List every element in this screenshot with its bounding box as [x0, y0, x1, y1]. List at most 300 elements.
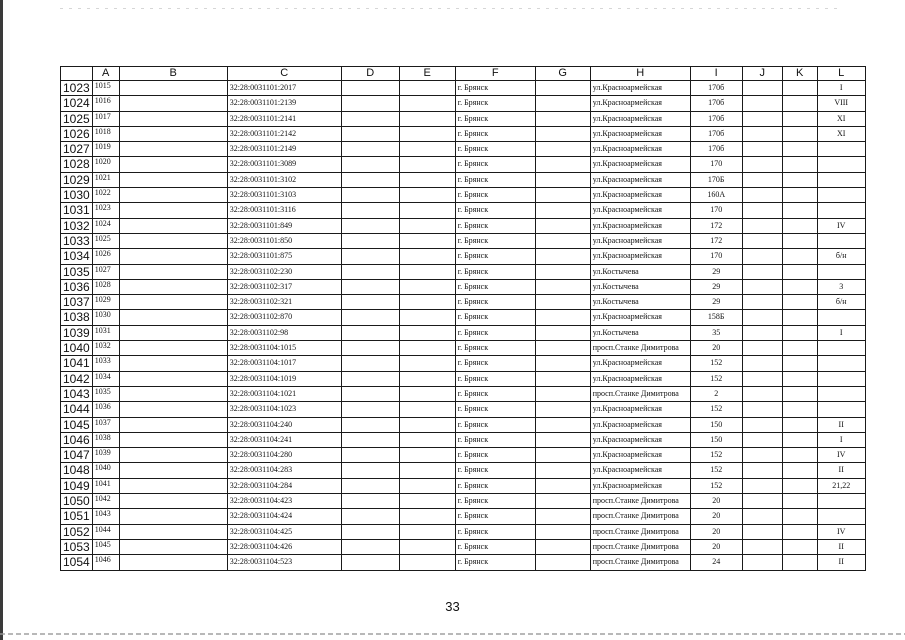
cell-g[interactable] [535, 432, 590, 447]
cell-k[interactable] [782, 295, 817, 310]
cell-l[interactable] [817, 509, 865, 524]
cell-j[interactable] [742, 341, 782, 356]
cell-j[interactable] [742, 279, 782, 294]
cell-h[interactable]: ул.Красноармейская [590, 126, 690, 141]
cell-d[interactable] [341, 432, 399, 447]
cell-k[interactable] [782, 188, 817, 203]
cell-g[interactable] [535, 218, 590, 233]
row-number-cell[interactable]: 1048 [61, 463, 93, 478]
cell-b[interactable] [119, 203, 227, 218]
cell-a[interactable]: 1035 [92, 386, 119, 401]
column-header-h[interactable]: H [590, 67, 690, 81]
row-number-cell[interactable]: 1052 [61, 524, 93, 539]
cell-e[interactable] [399, 142, 455, 157]
cell-c[interactable]: 32:28:0031101:3102 [227, 172, 341, 187]
cell-f[interactable]: г. Брянск [455, 417, 535, 432]
cell-j[interactable] [742, 203, 782, 218]
row-number-cell[interactable]: 1039 [61, 325, 93, 340]
cell-b[interactable] [119, 356, 227, 371]
cell-b[interactable] [119, 448, 227, 463]
row-number-cell[interactable]: 1027 [61, 142, 93, 157]
cell-a[interactable]: 1039 [92, 448, 119, 463]
cell-e[interactable] [399, 264, 455, 279]
cell-h[interactable]: ул.Красноармейская [590, 233, 690, 248]
cell-d[interactable] [341, 172, 399, 187]
cell-g[interactable] [535, 478, 590, 493]
cell-k[interactable] [782, 539, 817, 554]
cell-l[interactable] [817, 157, 865, 172]
cell-g[interactable] [535, 188, 590, 203]
cell-a[interactable]: 1041 [92, 478, 119, 493]
cell-f[interactable]: г. Брянск [455, 81, 535, 96]
cell-l[interactable]: б/н [817, 295, 865, 310]
row-number-cell[interactable]: 1050 [61, 494, 93, 509]
cell-g[interactable] [535, 539, 590, 554]
cell-b[interactable] [119, 524, 227, 539]
cell-e[interactable] [399, 371, 455, 386]
cell-e[interactable] [399, 233, 455, 248]
cell-f[interactable]: г. Брянск [455, 188, 535, 203]
cell-d[interactable] [341, 188, 399, 203]
cell-k[interactable] [782, 402, 817, 417]
cell-d[interactable] [341, 126, 399, 141]
row-number-cell[interactable]: 1023 [61, 81, 93, 96]
cell-h[interactable]: ул.Красноармейская [590, 448, 690, 463]
cell-a[interactable]: 1033 [92, 356, 119, 371]
cell-k[interactable] [782, 524, 817, 539]
cell-l[interactable]: II [817, 463, 865, 478]
cell-f[interactable]: г. Брянск [455, 386, 535, 401]
column-header-f[interactable]: F [455, 67, 535, 81]
cell-b[interactable] [119, 539, 227, 554]
cell-g[interactable] [535, 96, 590, 111]
cell-c[interactable]: 32:28:0031104:280 [227, 448, 341, 463]
cell-k[interactable] [782, 233, 817, 248]
cell-j[interactable] [742, 96, 782, 111]
cell-i[interactable]: 2 [690, 386, 742, 401]
cell-f[interactable]: г. Брянск [455, 402, 535, 417]
cell-j[interactable] [742, 157, 782, 172]
column-header-b[interactable]: B [119, 67, 227, 81]
cell-g[interactable] [535, 233, 590, 248]
cell-d[interactable] [341, 310, 399, 325]
cell-d[interactable] [341, 509, 399, 524]
cell-h[interactable]: ул.Красноармейская [590, 157, 690, 172]
cell-i[interactable]: 20 [690, 509, 742, 524]
cell-a[interactable]: 1038 [92, 432, 119, 447]
cell-f[interactable]: г. Брянск [455, 463, 535, 478]
cell-l[interactable] [817, 188, 865, 203]
cell-h[interactable]: ул.Красноармейская [590, 142, 690, 157]
cell-f[interactable]: г. Брянск [455, 371, 535, 386]
row-number-cell[interactable]: 1053 [61, 539, 93, 554]
cell-l[interactable]: II [817, 417, 865, 432]
row-number-cell[interactable]: 1037 [61, 295, 93, 310]
cell-a[interactable]: 1045 [92, 539, 119, 554]
cell-e[interactable] [399, 188, 455, 203]
cell-j[interactable] [742, 81, 782, 96]
cell-c[interactable]: 32:28:0031104:1021 [227, 386, 341, 401]
cell-i[interactable]: 170 [690, 157, 742, 172]
row-number-cell[interactable]: 1024 [61, 96, 93, 111]
row-number-cell[interactable]: 1044 [61, 402, 93, 417]
cell-g[interactable] [535, 524, 590, 539]
cell-g[interactable] [535, 463, 590, 478]
cell-f[interactable]: г. Брянск [455, 218, 535, 233]
cell-i[interactable]: 170б [690, 142, 742, 157]
cell-g[interactable] [535, 494, 590, 509]
cell-b[interactable] [119, 386, 227, 401]
cell-e[interactable] [399, 310, 455, 325]
cell-b[interactable] [119, 509, 227, 524]
cell-c[interactable]: 32:28:0031104:1019 [227, 371, 341, 386]
cell-h[interactable]: просп.Станке Димитрова [590, 386, 690, 401]
cell-a[interactable]: 1026 [92, 249, 119, 264]
cell-k[interactable] [782, 356, 817, 371]
cell-e[interactable] [399, 448, 455, 463]
cell-l[interactable] [817, 371, 865, 386]
cell-a[interactable]: 1024 [92, 218, 119, 233]
cell-k[interactable] [782, 432, 817, 447]
cell-k[interactable] [782, 203, 817, 218]
cell-d[interactable] [341, 386, 399, 401]
cell-j[interactable] [742, 478, 782, 493]
cell-a[interactable]: 1020 [92, 157, 119, 172]
cell-a[interactable]: 1044 [92, 524, 119, 539]
cell-f[interactable]: г. Брянск [455, 555, 535, 570]
cell-h[interactable]: ул.Красноармейская [590, 96, 690, 111]
cell-g[interactable] [535, 172, 590, 187]
cell-h[interactable]: ул.Красноармейская [590, 172, 690, 187]
cell-e[interactable] [399, 172, 455, 187]
column-header-i[interactable]: I [690, 67, 742, 81]
cell-j[interactable] [742, 555, 782, 570]
cell-j[interactable] [742, 448, 782, 463]
cell-e[interactable] [399, 157, 455, 172]
cell-e[interactable] [399, 96, 455, 111]
cell-e[interactable] [399, 203, 455, 218]
cell-l[interactable]: IV [817, 448, 865, 463]
row-number-cell[interactable]: 1030 [61, 188, 93, 203]
cell-g[interactable] [535, 371, 590, 386]
cell-g[interactable] [535, 555, 590, 570]
cell-k[interactable] [782, 142, 817, 157]
cell-g[interactable] [535, 126, 590, 141]
cell-k[interactable] [782, 81, 817, 96]
cell-i[interactable]: 152 [690, 463, 742, 478]
cell-a[interactable]: 1032 [92, 341, 119, 356]
cell-k[interactable] [782, 463, 817, 478]
cell-i[interactable]: 170Б [690, 172, 742, 187]
cell-e[interactable] [399, 463, 455, 478]
cell-d[interactable] [341, 494, 399, 509]
cell-j[interactable] [742, 188, 782, 203]
cell-k[interactable] [782, 555, 817, 570]
cell-c[interactable]: 32:28:0031101:2139 [227, 96, 341, 111]
cell-d[interactable] [341, 249, 399, 264]
cell-g[interactable] [535, 402, 590, 417]
cell-j[interactable] [742, 356, 782, 371]
cell-l[interactable] [817, 172, 865, 187]
cell-b[interactable] [119, 494, 227, 509]
cell-b[interactable] [119, 126, 227, 141]
cell-i[interactable]: 150 [690, 417, 742, 432]
cell-l[interactable] [817, 386, 865, 401]
cell-i[interactable]: 152 [690, 478, 742, 493]
cell-d[interactable] [341, 96, 399, 111]
row-number-cell[interactable]: 1034 [61, 249, 93, 264]
cell-j[interactable] [742, 126, 782, 141]
cell-e[interactable] [399, 478, 455, 493]
cell-j[interactable] [742, 539, 782, 554]
cell-k[interactable] [782, 310, 817, 325]
cell-c[interactable]: 32:28:0031101:2141 [227, 111, 341, 126]
cell-h[interactable]: ул.Красноармейская [590, 310, 690, 325]
cell-c[interactable]: 32:28:0031102:870 [227, 310, 341, 325]
cell-d[interactable] [341, 218, 399, 233]
cell-b[interactable] [119, 295, 227, 310]
cell-i[interactable]: 170 [690, 249, 742, 264]
cell-i[interactable]: 24 [690, 555, 742, 570]
cell-a[interactable]: 1027 [92, 264, 119, 279]
row-number-cell[interactable]: 1045 [61, 417, 93, 432]
cell-i[interactable]: 170б [690, 111, 742, 126]
cell-e[interactable] [399, 555, 455, 570]
cell-c[interactable]: 32:28:0031104:241 [227, 432, 341, 447]
cell-b[interactable] [119, 157, 227, 172]
cell-f[interactable]: г. Брянск [455, 249, 535, 264]
cell-a[interactable]: 1016 [92, 96, 119, 111]
cell-g[interactable] [535, 264, 590, 279]
cell-j[interactable] [742, 494, 782, 509]
row-number-cell[interactable]: 1038 [61, 310, 93, 325]
cell-h[interactable]: просп.Станке Димитрова [590, 524, 690, 539]
cell-e[interactable] [399, 386, 455, 401]
cell-e[interactable] [399, 126, 455, 141]
cell-i[interactable]: 172 [690, 218, 742, 233]
cell-f[interactable]: г. Брянск [455, 264, 535, 279]
row-number-cell[interactable]: 1047 [61, 448, 93, 463]
cell-e[interactable] [399, 249, 455, 264]
cell-l[interactable]: II [817, 539, 865, 554]
cell-a[interactable]: 1043 [92, 509, 119, 524]
cell-d[interactable] [341, 111, 399, 126]
cell-f[interactable]: г. Брянск [455, 142, 535, 157]
cell-b[interactable] [119, 371, 227, 386]
cell-f[interactable]: г. Брянск [455, 310, 535, 325]
cell-h[interactable]: ул.Красноармейская [590, 249, 690, 264]
cell-g[interactable] [535, 295, 590, 310]
cell-k[interactable] [782, 509, 817, 524]
cell-a[interactable]: 1029 [92, 295, 119, 310]
cell-c[interactable]: 32:28:0031102:230 [227, 264, 341, 279]
cell-g[interactable] [535, 341, 590, 356]
cell-i[interactable]: 29 [690, 295, 742, 310]
cell-h[interactable]: просп.Станке Димитрова [590, 509, 690, 524]
cell-b[interactable] [119, 264, 227, 279]
cell-i[interactable]: 172 [690, 233, 742, 248]
cell-d[interactable] [341, 341, 399, 356]
cell-c[interactable]: 32:28:0031104:425 [227, 524, 341, 539]
column-header-l[interactable]: L [817, 67, 865, 81]
cell-h[interactable]: просп.Станке Димитрова [590, 555, 690, 570]
cell-h[interactable]: ул.Красноармейская [590, 371, 690, 386]
cell-h[interactable]: ул.Красноармейская [590, 432, 690, 447]
cell-c[interactable]: 32:28:0031101:3089 [227, 157, 341, 172]
cell-i[interactable]: 35 [690, 325, 742, 340]
cell-i[interactable]: 20 [690, 539, 742, 554]
cell-j[interactable] [742, 432, 782, 447]
cell-i[interactable]: 29 [690, 264, 742, 279]
cell-l[interactable]: XI [817, 111, 865, 126]
cell-c[interactable]: 32:28:0031101:2017 [227, 81, 341, 96]
cell-d[interactable] [341, 279, 399, 294]
cell-b[interactable] [119, 249, 227, 264]
cell-l[interactable] [817, 203, 865, 218]
cell-h[interactable]: ул.Красноармейская [590, 402, 690, 417]
cell-c[interactable]: 32:28:0031104:283 [227, 463, 341, 478]
cell-l[interactable] [817, 142, 865, 157]
cell-b[interactable] [119, 142, 227, 157]
cell-e[interactable] [399, 494, 455, 509]
cell-k[interactable] [782, 172, 817, 187]
cell-c[interactable]: 32:28:0031102:321 [227, 295, 341, 310]
cell-j[interactable] [742, 325, 782, 340]
cell-l[interactable]: XI [817, 126, 865, 141]
cell-j[interactable] [742, 172, 782, 187]
cell-i[interactable]: 170б [690, 126, 742, 141]
cell-f[interactable]: г. Брянск [455, 325, 535, 340]
cell-f[interactable]: г. Брянск [455, 341, 535, 356]
cell-a[interactable]: 1042 [92, 494, 119, 509]
cell-e[interactable] [399, 81, 455, 96]
cell-c[interactable]: 32:28:0031104:284 [227, 478, 341, 493]
row-number-cell[interactable]: 1025 [61, 111, 93, 126]
cell-b[interactable] [119, 432, 227, 447]
row-number-cell[interactable]: 1040 [61, 341, 93, 356]
cell-d[interactable] [341, 524, 399, 539]
cell-a[interactable]: 1046 [92, 555, 119, 570]
cell-a[interactable]: 1023 [92, 203, 119, 218]
cell-d[interactable] [341, 463, 399, 478]
cell-b[interactable] [119, 279, 227, 294]
cell-l[interactable] [817, 402, 865, 417]
cell-a[interactable]: 1018 [92, 126, 119, 141]
cell-k[interactable] [782, 494, 817, 509]
cell-a[interactable]: 1017 [92, 111, 119, 126]
cell-k[interactable] [782, 341, 817, 356]
cell-i[interactable]: 170б [690, 81, 742, 96]
cell-j[interactable] [742, 386, 782, 401]
cell-e[interactable] [399, 341, 455, 356]
cell-i[interactable]: 152 [690, 356, 742, 371]
row-number-cell[interactable]: 1026 [61, 126, 93, 141]
cell-b[interactable] [119, 188, 227, 203]
cell-b[interactable] [119, 402, 227, 417]
cell-c[interactable]: 32:28:0031101:850 [227, 233, 341, 248]
cell-b[interactable] [119, 111, 227, 126]
cell-j[interactable] [742, 463, 782, 478]
cell-g[interactable] [535, 142, 590, 157]
cell-g[interactable] [535, 203, 590, 218]
cell-i[interactable]: 20 [690, 341, 742, 356]
cell-d[interactable] [341, 295, 399, 310]
cell-g[interactable] [535, 325, 590, 340]
cell-h[interactable]: ул.Красноармейская [590, 81, 690, 96]
cell-j[interactable] [742, 509, 782, 524]
cell-h[interactable]: ул.Костычева [590, 279, 690, 294]
cell-l[interactable] [817, 494, 865, 509]
row-number-cell[interactable]: 1036 [61, 279, 93, 294]
cell-f[interactable]: г. Брянск [455, 448, 535, 463]
cell-l[interactable]: IV [817, 524, 865, 539]
cell-k[interactable] [782, 279, 817, 294]
column-header-d[interactable]: D [341, 67, 399, 81]
cell-c[interactable]: 32:28:0031104:523 [227, 555, 341, 570]
cell-l[interactable] [817, 233, 865, 248]
cell-e[interactable] [399, 325, 455, 340]
cell-l[interactable]: I [817, 325, 865, 340]
cell-g[interactable] [535, 509, 590, 524]
cell-i[interactable]: 152 [690, 448, 742, 463]
cell-g[interactable] [535, 386, 590, 401]
column-header-a[interactable]: A [92, 67, 119, 81]
row-number-cell[interactable]: 1042 [61, 371, 93, 386]
cell-b[interactable] [119, 81, 227, 96]
cell-d[interactable] [341, 555, 399, 570]
cell-i[interactable]: 150 [690, 432, 742, 447]
cell-f[interactable]: г. Брянск [455, 111, 535, 126]
cell-f[interactable]: г. Брянск [455, 478, 535, 493]
cell-h[interactable]: ул.Костычева [590, 295, 690, 310]
cell-c[interactable]: 32:28:0031104:423 [227, 494, 341, 509]
cell-b[interactable] [119, 172, 227, 187]
cell-j[interactable] [742, 371, 782, 386]
cell-l[interactable] [817, 310, 865, 325]
cell-b[interactable] [119, 478, 227, 493]
cell-b[interactable] [119, 463, 227, 478]
cell-b[interactable] [119, 341, 227, 356]
column-header-k[interactable]: K [782, 67, 817, 81]
column-header-c[interactable]: C [227, 67, 341, 81]
cell-k[interactable] [782, 478, 817, 493]
cell-j[interactable] [742, 295, 782, 310]
cell-j[interactable] [742, 233, 782, 248]
cell-c[interactable]: 32:28:0031104:1023 [227, 402, 341, 417]
cell-j[interactable] [742, 310, 782, 325]
row-number-cell[interactable]: 1041 [61, 356, 93, 371]
cell-b[interactable] [119, 417, 227, 432]
cell-a[interactable]: 1015 [92, 81, 119, 96]
cell-l[interactable] [817, 341, 865, 356]
row-number-cell[interactable]: 1046 [61, 432, 93, 447]
cell-e[interactable] [399, 218, 455, 233]
cell-h[interactable]: ул.Красноармейская [590, 356, 690, 371]
cell-i[interactable]: 20 [690, 494, 742, 509]
cell-j[interactable] [742, 524, 782, 539]
cell-a[interactable]: 1028 [92, 279, 119, 294]
cell-f[interactable]: г. Брянск [455, 279, 535, 294]
row-number-cell[interactable]: 1035 [61, 264, 93, 279]
cell-f[interactable]: г. Брянск [455, 157, 535, 172]
cell-c[interactable]: 32:28:0031104:426 [227, 539, 341, 554]
cell-h[interactable]: ул.Красноармейская [590, 218, 690, 233]
cell-g[interactable] [535, 81, 590, 96]
cell-k[interactable] [782, 157, 817, 172]
cell-d[interactable] [341, 356, 399, 371]
cell-b[interactable] [119, 233, 227, 248]
row-number-cell[interactable]: 1049 [61, 478, 93, 493]
